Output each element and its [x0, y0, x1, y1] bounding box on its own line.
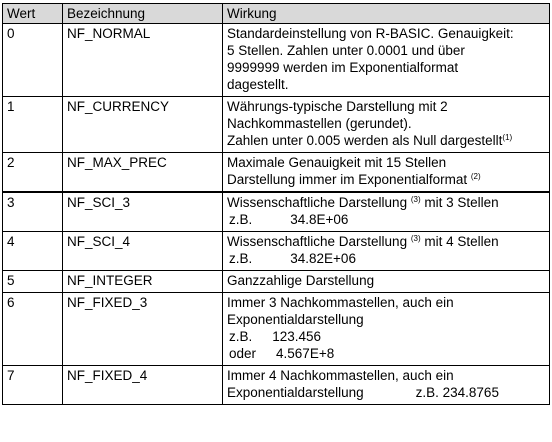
row-value: 0: [3, 24, 63, 97]
footnote-ref: (2): [470, 172, 481, 181]
row-value: 6: [3, 293, 63, 366]
row-value: 2: [3, 153, 63, 193]
table-header-row: [3, 4, 550, 24]
header-value: Wert: [3, 4, 63, 24]
row-effect: [223, 293, 550, 366]
table-row: [3, 293, 550, 366]
effect-line: Nachkommastellen (gerundet).: [227, 116, 412, 131]
effect-text: Wissenschaftliche Darstellung: [227, 195, 411, 210]
effect-line: [227, 233, 545, 250]
example-line: [227, 328, 545, 345]
effect-text: Exponentialdarstellung: [227, 385, 364, 400]
table-row: [3, 271, 550, 293]
row-effect: [223, 153, 550, 193]
example-label: z.B.: [229, 212, 253, 227]
row-value: 3: [3, 192, 63, 232]
effect-line: [227, 194, 545, 211]
row-name: NF_MAX_PREC: [63, 153, 223, 193]
row-value: 4: [3, 232, 63, 271]
footnote-ref: (3): [410, 195, 421, 204]
row-value: 7: [3, 366, 63, 405]
row-name: NF_FIXED_4: [63, 366, 223, 405]
example-value: 234.8765: [442, 385, 499, 400]
effect-line: dagestellt.: [227, 77, 289, 92]
header-effect: Wirkung: [223, 4, 550, 24]
effect-text: mit 3 Stellen: [420, 195, 499, 210]
row-effect: [223, 366, 550, 405]
row-effect: [223, 192, 550, 232]
table-row: [3, 192, 550, 232]
effect-line: Maximale Genauigkeit mit 15 Stellen: [227, 155, 447, 170]
row-value: 5: [3, 271, 63, 293]
effect-line: [227, 171, 545, 188]
example-line: [227, 250, 545, 267]
footnote-ref: (1): [502, 133, 513, 142]
effect-line: 5 Stellen. Zahlen unter 0.0001 und über: [227, 43, 465, 58]
example-value: 34.8E+06: [290, 212, 349, 227]
table-row: [3, 153, 550, 193]
row-name: NF_CURRENCY: [63, 97, 223, 153]
example-value: 123.456: [272, 329, 322, 344]
example-label: z.B.: [229, 329, 253, 344]
example-label: oder: [229, 346, 257, 361]
effect-line: [227, 384, 545, 401]
row-name: NF_SCI_4: [63, 232, 223, 271]
example-label: z.B.: [229, 251, 253, 266]
effect-text: Zahlen unter 0.005 werden als Null dargestellt: [227, 133, 503, 148]
footnote-ref: (3): [410, 234, 421, 243]
effect-text: mit 4 Stellen: [420, 234, 499, 249]
row-name: NF_FIXED_3: [63, 293, 223, 366]
example-label: z.B.: [415, 385, 439, 400]
row-effect: [223, 97, 550, 153]
effect-line: Währungs-typische Darstellung mit 2: [227, 99, 448, 114]
example-value: 34.82E+06: [290, 251, 356, 266]
effect-text: Wissenschaftliche Darstellung: [227, 234, 411, 249]
effect-text: Darstellung immer im Exponentialformat: [227, 172, 471, 187]
effect-line: Immer 4 Nachkommastellen, auch ein: [227, 368, 454, 383]
header-name: Bezeichnung: [63, 4, 223, 24]
table-row: [3, 232, 550, 271]
row-name: NF_INTEGER: [63, 271, 223, 293]
effect-line: Standardeinstellung von R-BASIC. Genauigkeit:: [227, 26, 514, 41]
example-value: 4.567E+8: [276, 346, 335, 361]
row-effect: [223, 232, 550, 271]
row-effect: [223, 24, 550, 97]
example-line: [227, 345, 545, 362]
row-effect: [223, 271, 550, 293]
example-line: [227, 211, 545, 228]
row-name: NF_NORMAL: [63, 24, 223, 97]
row-name: NF_SCI_3: [63, 192, 223, 232]
effect-line: Ganzzahlige Darstellung: [227, 273, 375, 288]
effect-line: [227, 132, 545, 149]
table-row: [3, 366, 550, 405]
effect-line: 9999999 werden im Exponentialformat: [227, 60, 459, 75]
effect-line: Immer 3 Nachkommastellen, auch ein: [227, 295, 454, 310]
effect-line: Exponentialdarstellung: [227, 312, 364, 327]
table-row: [3, 24, 550, 97]
number-format-table: [2, 3, 550, 405]
row-value: 1: [3, 97, 63, 153]
table-row: [3, 97, 550, 153]
